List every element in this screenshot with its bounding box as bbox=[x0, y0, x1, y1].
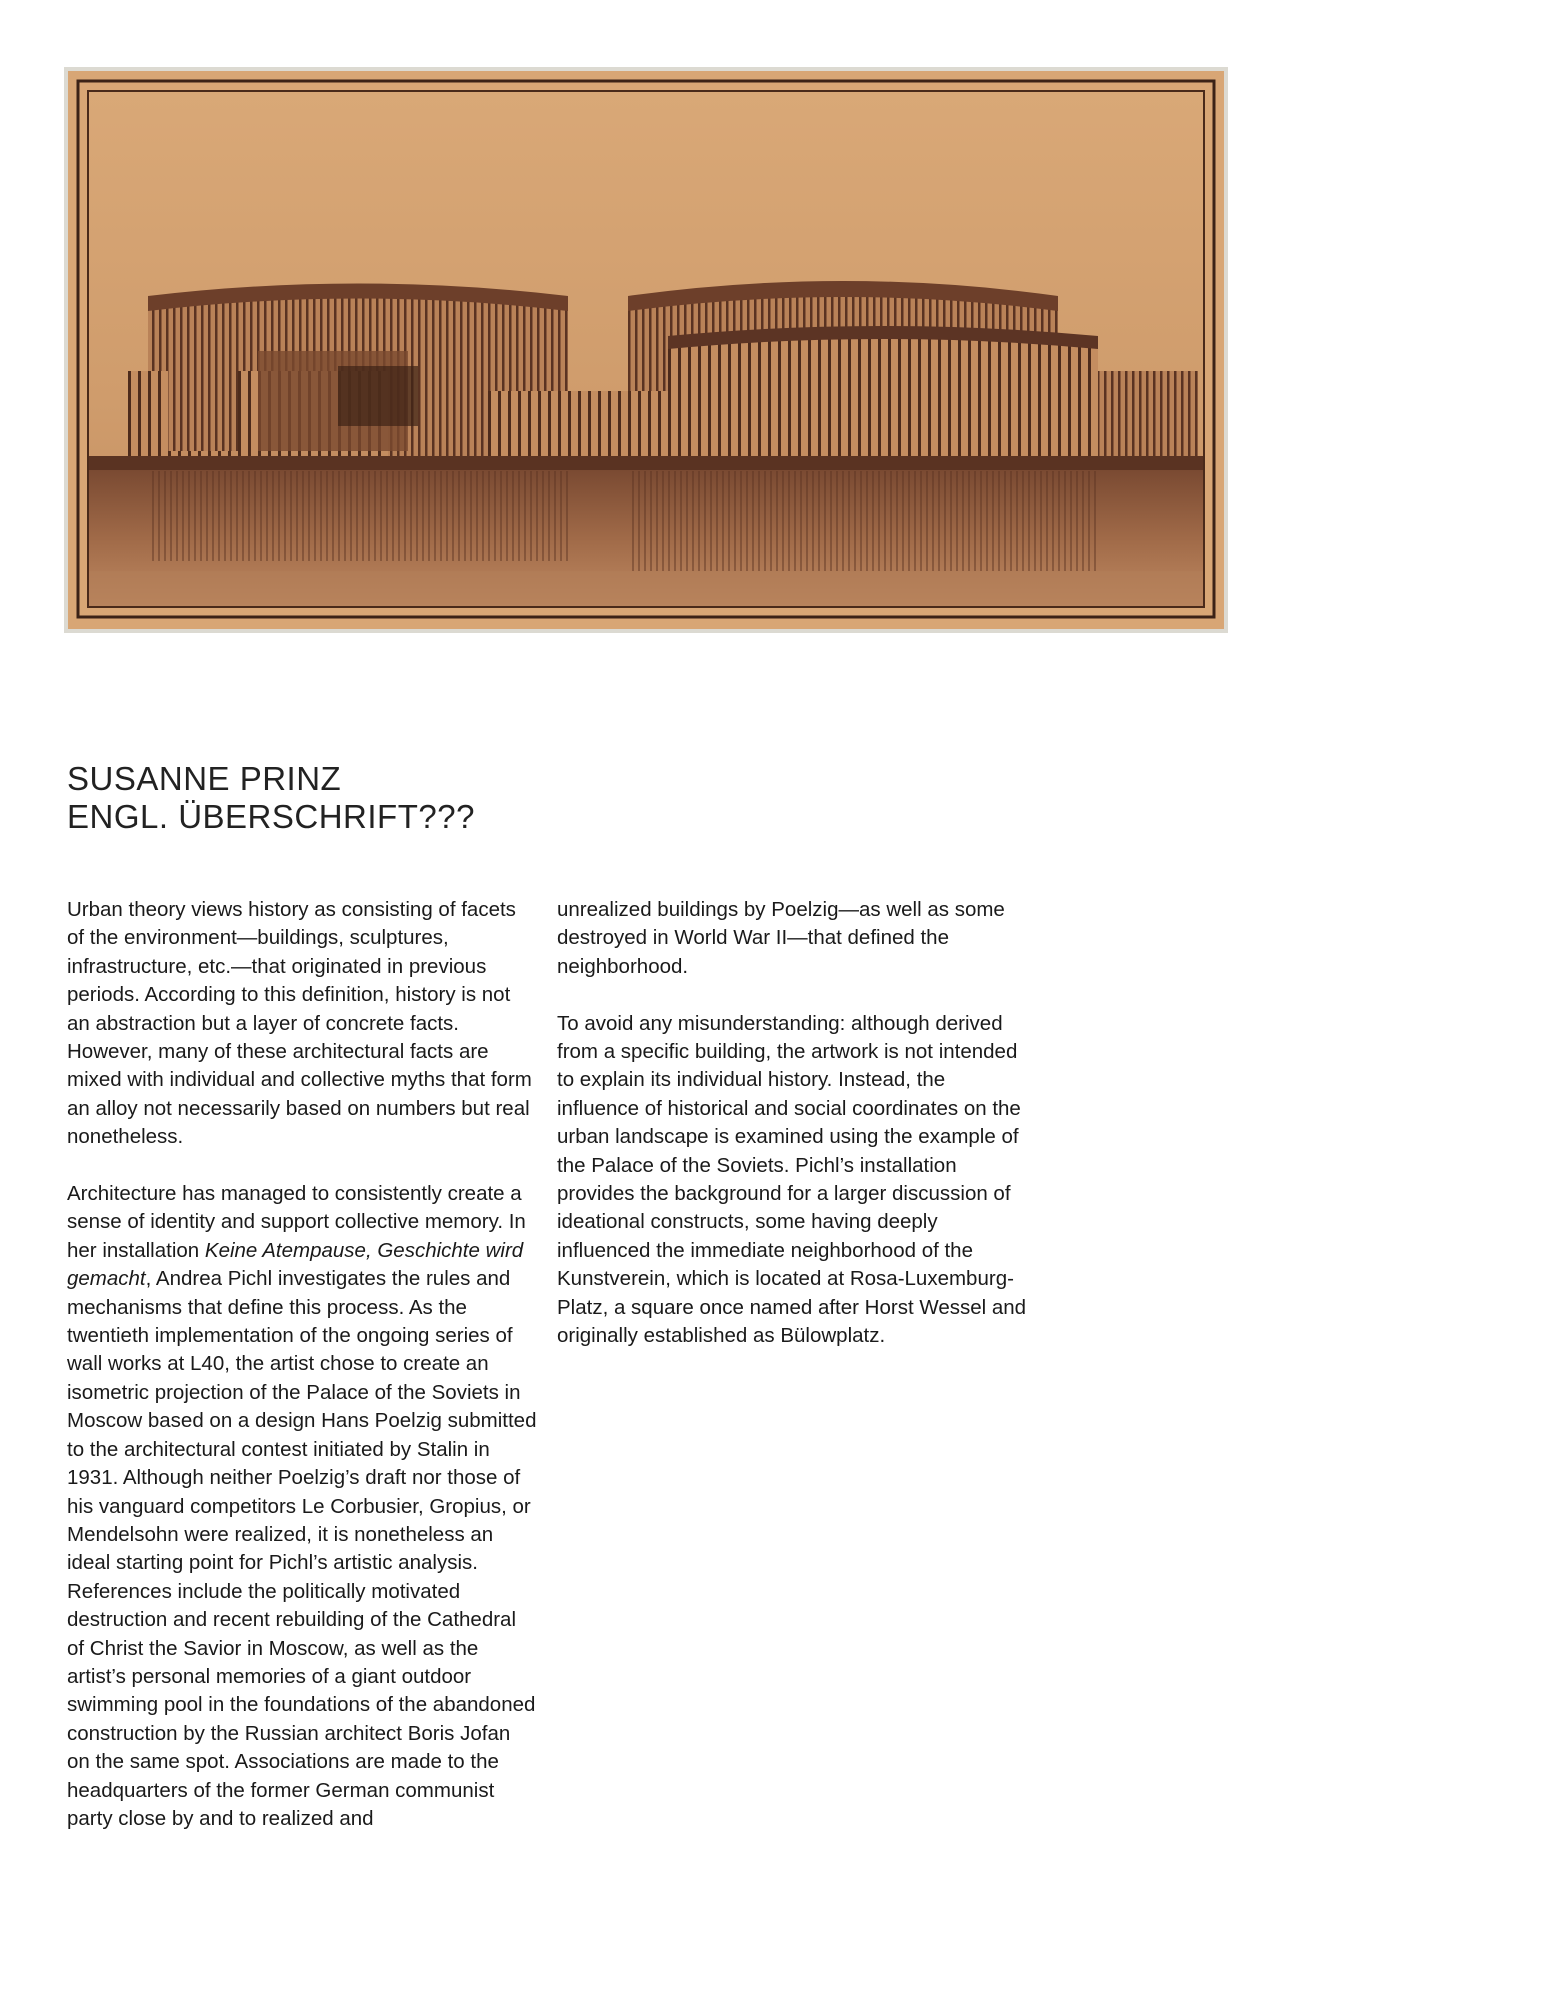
author-name: SUSANNE PRINZ bbox=[67, 760, 342, 797]
paragraph-3: unrealized buildings by Poelzig—as well as some destroyed in World War II—that defined the neighborhood. bbox=[557, 898, 1005, 978]
article-heading bbox=[67, 760, 475, 836]
artwork-title: Keine Atempause, Geschichte wird gemacht bbox=[67, 1238, 524, 1291]
architectural-drawing-image bbox=[64, 67, 1228, 633]
text-column-right bbox=[557, 896, 1027, 1350]
palace-of-soviets-drawing bbox=[68, 71, 1224, 629]
article-title: ENGL. ÜBERSCHRIFT??? bbox=[67, 798, 475, 835]
text-column-left bbox=[67, 896, 537, 1833]
paragraph-1: Urban theory views history as consisting of facets of the environment—buildings, sculptures, infrastructure, etc.—that originated in previous periods. According to this definition, history is not an abstraction but a layer of concrete facts. However, many of these architectural facts are mixed with individual and collective myths that form an alloy not necessarily based on numbers but real nonetheless. bbox=[67, 898, 532, 1149]
paragraph-2: Architecture has managed to consistently create a sense of identity and support collective memory. In her installation Keine Atempause, Geschichte wird gemacht, Andrea Pichl investigates the rules and mechanisms that define this process. As the twentieth implementation of the ongoing series of wall works at L40, the artist chose to create an isometric projection of the Palace of the Soviets in Moscow based on a design Hans Poelzig submitted to the architectural contest initiated by Stalin in 1931. Although neither Poelzig’s draft nor those of his vanguard competitors Le Corbusier, Gropius, or Mendelsohn were realized, it is nonetheless an ideal starting point for Pichl’s artistic analysis. References include the politically motivated destruction and recent rebuilding of the Cathedral of Christ the Savior in Moscow, as well as the artist’s personal memories of a giant outdoor swimming pool in the foundations of the abandoned construction by the Russian architect Boris Jofan on the same spot. Associations are made to the headquarters of the former German communist party close by and to realized and bbox=[67, 1182, 537, 1830]
paragraph-4: To avoid any misunderstanding: although derived from a specific building, the artwork is not intended to explain its individual history. Instead, the influence of historical and social coordinates on the urban landscape is examined using the example of the Palace of the Soviets. Pichl’s installation provides the background for a larger discussion of ideational constructs, some having deeply influenced the immediate neighborhood of the Kunstverein, which is located at Rosa-Luxemburg-Platz, a square once named after Horst Wessel and originally established as Bülowplatz. bbox=[557, 1011, 1027, 1348]
